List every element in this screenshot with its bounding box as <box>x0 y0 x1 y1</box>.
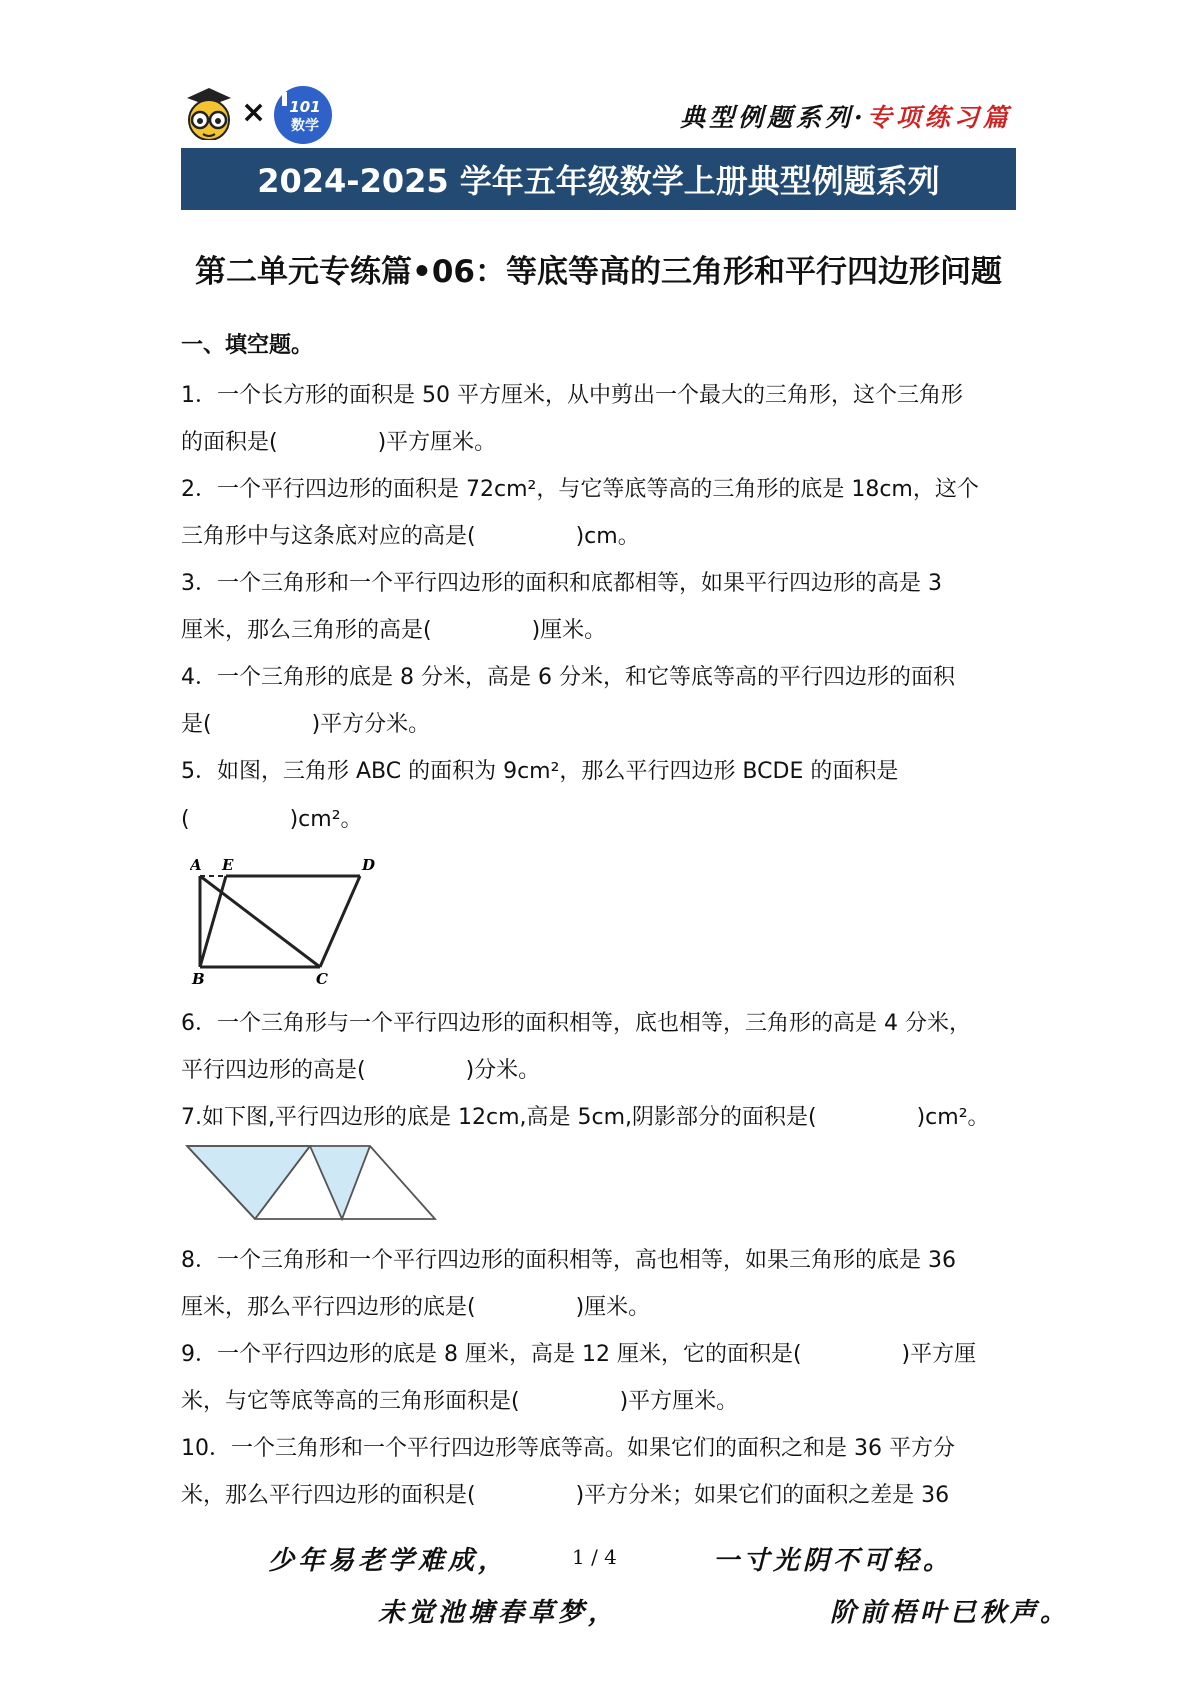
label-e: E <box>222 856 234 874</box>
question-line: ( )cm²。 <box>181 807 363 832</box>
banner-title: 2024-2025 学年五年级数学上册典型例题系列 <box>181 148 1016 210</box>
series-tag <box>680 98 1012 134</box>
question-line: 米，与它等底等高的三角形面积是( )平方厘米。 <box>181 1389 739 1414</box>
page-subtitle: 第二单元专练篇•06：等底等高的三角形和平行四边形问题 <box>195 254 1002 290</box>
footer-poem-line-1: 少年易老学难成， <box>268 1546 509 1576</box>
logo-text-101: 101 <box>289 98 321 116</box>
question-line: 平行四边形的高是( )分米。 <box>181 1058 541 1083</box>
question-line: 厘米，那么三角形的高是( )厘米。 <box>181 618 607 643</box>
question-line: 9．一个平行四边形的底是 8 厘米，高是 12 厘米，它的面积是( )平方厘 <box>181 1342 977 1367</box>
question-line: 4．一个三角形的底是 8 分米，高是 6 分米，和它等底等高的平行四边形的面积 <box>181 665 955 690</box>
question-line: 6．一个三角形与一个平行四边形的面积相等，底也相等，三角形的高是 4 分米， <box>181 1011 971 1036</box>
question-line: 8．一个三角形和一个平行四边形的面积相等，高也相等，如果三角形的底是 36 <box>181 1248 956 1273</box>
question-line: 2．一个平行四边形的面积是 72cm²，与它等底等高的三角形的底是 18cm，这个 <box>181 477 979 502</box>
footer-poem-line-4: 阶前梧叶已秋声。 <box>830 1598 1071 1628</box>
question-line: 米，那么平行四边形的面积是( )平方分米；如果它们的面积之差是 36 <box>181 1483 950 1508</box>
question-line: 10．一个三角形和一个平行四边形等底等高。如果它们的面积之和是 36 平方分 <box>181 1436 955 1461</box>
math-101-logo-icon <box>272 84 334 146</box>
series-prefix: 典型例题系列· <box>680 103 867 132</box>
logo-text-math: 数学 <box>291 118 319 134</box>
question-line: 厘米，那么平行四边形的底是( )厘米。 <box>181 1295 651 1320</box>
label-b: B <box>192 970 205 987</box>
shaded-parallelogram-figure <box>185 1143 440 1223</box>
parallelogram-bcde-figure <box>190 852 390 987</box>
label-c: C <box>316 970 328 987</box>
question-line: 5．如图，三角形 ABC 的面积为 9cm²，那么平行四边形 BCDE 的面积是 <box>181 759 899 784</box>
question-line: 1．一个长方形的面积是 50 平方厘米，从中剪出一个最大的三角形，这个三角形 <box>181 383 963 408</box>
footer-poem-line-3: 未觉池塘春草梦， <box>378 1598 619 1628</box>
page-number: 1 / 4 <box>572 1545 617 1569</box>
question-line: 三角形中与这条底对应的高是( )cm。 <box>181 524 640 549</box>
question-line: 的面积是( )平方厘米。 <box>181 430 497 455</box>
series-suffix: 专项练习篇 <box>866 103 1012 132</box>
question-line: 是( )平方分米。 <box>181 712 431 737</box>
question-line: 3．一个三角形和一个平行四边形的面积和底都相等，如果平行四边形的高是 3 <box>181 571 942 596</box>
footer-poem-line-2: 一寸光阴不可轻。 <box>713 1546 954 1576</box>
label-a: A <box>190 856 202 874</box>
times-sign: × <box>241 95 267 130</box>
section-title: 一、填空题。 <box>181 333 314 358</box>
question-line: 7.如下图,平行四边形的底是 12cm,高是 5cm,阴影部分的面积是( )cm²。 <box>181 1105 990 1130</box>
owl-scholar-logo-icon <box>183 84 235 140</box>
label-d: D <box>362 856 376 874</box>
